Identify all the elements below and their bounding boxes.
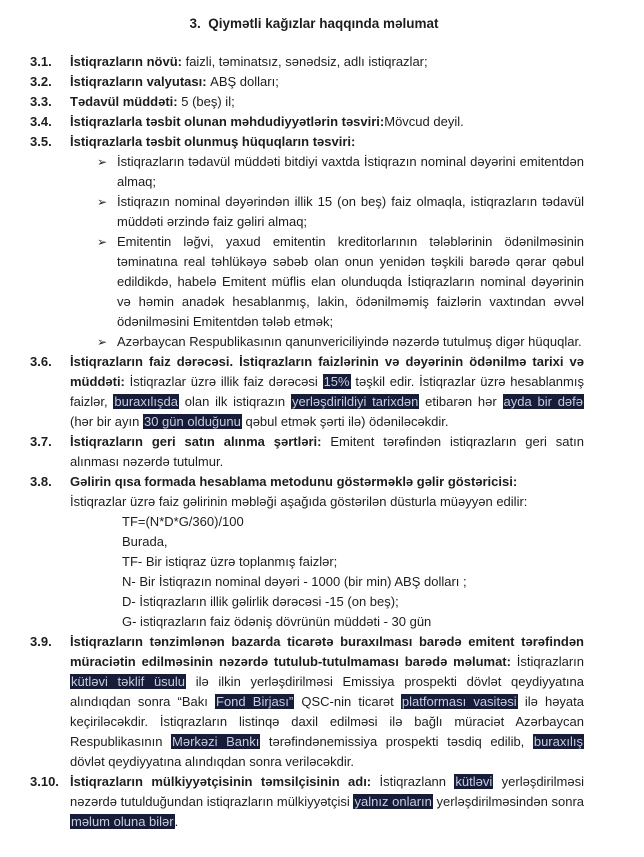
body-text: faizli, təminatsız, sənədsiz, adlı istiqrazlar;: [185, 54, 428, 69]
body-text: ilə həyata keçiriləcəkdir. İstiqrazların listinqə daxil edilməsi ilə bağlı müraciət Azərbaycan Respublikasının: [70, 694, 584, 749]
securities-info-list: [30, 52, 584, 832]
bold-lead-text: İstiqrazların tənzimlənən bazarda ticarətə buraxılması barədə emitent tərəfindən müraciətin edilməsinin nəzərdə tutulub-tutulmaması barədə məlumat:: [70, 634, 584, 669]
item-body: [70, 52, 584, 72]
paragraph: [70, 472, 584, 492]
highlighted-text: platforması vasitəsi: [401, 694, 517, 709]
formula-line: TF=(N*D*G/360)/100: [122, 514, 244, 529]
arrow-bullet-icon: ➢: [97, 335, 108, 349]
highlighted-text: kütləvi: [455, 774, 493, 789]
list-item: [30, 132, 584, 352]
bullet-text: [117, 232, 584, 332]
highlighted-text: 30 gün olduğunu: [143, 414, 241, 429]
list-item: [30, 72, 584, 92]
highlighted-text: kütləvi təklif üsulu: [71, 674, 186, 689]
body-text: İstiqrazların tədavül müddəti bitdiyi vaxtda İstiqrazın nominal dəyərini emitentdən almaq;: [117, 154, 584, 189]
body-text: 5 (beş) il;: [181, 94, 235, 109]
body-text: Emitent tərəfindən istiqrazların geri satın alınması nəzərdə tutulmur.: [70, 434, 584, 469]
item-body: [70, 432, 584, 472]
body-text: təşkil edir. İstiqrazlar üzrə hesablanmış faizlər,: [70, 374, 584, 409]
body-text: İstiqrazların: [516, 654, 584, 669]
formula-line: N- Bir İstiqrazın nominal dəyəri - 1000 (bir min) ABŞ dolları ;: [122, 574, 467, 589]
arrow-bullet-icon: ➢: [97, 195, 108, 209]
bold-lead-text: İstiqrazların faiz dərəcəsi. İstiqrazların faizlərinin və dəyərinin ödənilmə tarixi və müddəti:: [70, 354, 584, 389]
body-text: Emitentin ləğvi, yaxud emitentin kreditorlarının tələblərinin ödənilməsinin təminatına real təhlükəyə səbəb olan onun yenidən təşkili barədə qərar qəbul edildikdə, habelə Emitent müflis elan olunduqda İstiqrazların nominal dəyərinin və həmin anadək hesablanmış, lakin, ödənilməmiş faizlərin vaxtından əvvəl ödənilməsini Emitentdən tələb etmək;: [117, 234, 584, 329]
paragraph: [70, 132, 584, 152]
list-item: [30, 52, 584, 72]
item-number: 3.6.: [30, 354, 52, 369]
body-text: ABŞ dolları;: [210, 74, 279, 89]
bold-lead-text: İstiqrazların növü:: [70, 54, 186, 69]
item-body: [70, 472, 584, 632]
body-text: yerləşdirilməsi nəzərdə tutulduğundan istiqrazların mülkiyyətçisi: [70, 774, 584, 809]
highlighted-text: Fond Birjası”: [216, 694, 294, 709]
bullet-text: [117, 332, 584, 352]
paragraph: [70, 112, 584, 132]
bullet-text: [117, 192, 584, 232]
body-text: .: [174, 814, 179, 829]
list-item: [30, 352, 584, 432]
body-text: İstiqrazın nominal dəyərindən illik 15 (on beş) faiz olmaqla, istiqrazların tədavül müddəti ərzində faiz gəliri almaq;: [117, 194, 584, 229]
item-number: 3.8.: [30, 474, 52, 489]
highlighted-text: buraxılışda: [114, 394, 178, 409]
highlighted-text: 15%: [323, 374, 350, 389]
paragraph: [70, 632, 584, 772]
formula-line: TF- Bir istiqraz üzrə toplanmış faizlər;: [122, 554, 338, 569]
bold-lead-text: İstiqrazlarla təsbit olunan məhdudiyyətlərin təsviri:: [70, 114, 385, 129]
bullet-item: [70, 332, 584, 352]
body-text: olan ilk istiqrazın: [178, 394, 291, 409]
bold-lead-text: Tədavül müddəti:: [70, 94, 182, 109]
item-body: [70, 72, 584, 92]
list-item: [30, 632, 584, 772]
body-text: etibarən hər: [419, 394, 503, 409]
bold-lead-text: İstiqrazların geri satın alınma şərtləri:: [70, 434, 331, 449]
highlighted-text: buraxılış: [533, 734, 583, 749]
paragraph: [70, 52, 584, 72]
formula-line: Burada,: [122, 534, 168, 549]
body-text: qəbul etmək şərti ilə) ödəniləcəkdir.: [241, 414, 449, 429]
list-item: [30, 92, 584, 112]
body-text: QSC-nin ticarət: [294, 694, 401, 709]
body-text: (hər bir ayın: [70, 414, 143, 429]
paragraph: [70, 352, 584, 432]
body-text: İstiqrazlar üzrə illik faiz dərəcəsi: [129, 374, 323, 389]
list-item: [30, 432, 584, 472]
formula-line: D- İstiqrazların illik gəlirlik dərəcəsi -15 (on beş);: [122, 594, 399, 609]
highlighted-text: məlum oluna bilər: [71, 814, 174, 829]
item-body: [70, 92, 584, 112]
highlighted-text: yalnız onların: [354, 794, 432, 809]
body-text: tərəfindənemissiya prospekti təsdiq edilib,: [260, 734, 533, 749]
item-number: 3.10.: [30, 774, 59, 789]
highlighted-text: ayda bir dəfə: [503, 394, 583, 409]
body-text: İstiqrazlar üzrə faiz gəlirinin məbləği aşağıda göstərilən düsturla müəyyən edilir:: [70, 494, 528, 509]
list-item: [30, 472, 584, 632]
item-number: 3.9.: [30, 634, 52, 649]
body-text: yerləşdirilməsindən sonra: [432, 794, 584, 809]
bullet-item: [70, 152, 584, 192]
body-text: İstiqrazlann: [379, 774, 455, 789]
paragraph: [70, 432, 584, 472]
body-text: ilə ilkin yerləşdirilməsi Emissiya prospekti dövlət qeydiyyatına alındıqdan sonra “Bakı: [70, 674, 584, 709]
highlighted-text: yerləşdirildiyi tarixdən: [291, 394, 419, 409]
paragraph: [70, 492, 584, 512]
arrow-bullet-icon: ➢: [97, 235, 108, 249]
list-item: [30, 112, 584, 132]
paragraph: [70, 72, 584, 92]
item-body: [70, 132, 584, 352]
item-number: 3.2.: [30, 74, 52, 89]
paragraph: [70, 92, 584, 112]
item-body: [70, 632, 584, 772]
body-text: Azərbaycan Respublikasının qanunvericiliyində nəzərdə tutulmuş digər hüquqlar.: [117, 334, 582, 349]
item-number: 3.7.: [30, 434, 52, 449]
highlighted-text: Mərkəzi Bankı: [172, 734, 260, 749]
bold-lead-text: Gəlirin qısa formada hesablama metodunu göstərməklə gəlir göstəricisi:: [70, 474, 518, 489]
bullet-text: [117, 152, 584, 192]
list-item: [30, 772, 584, 832]
body-text: dövlət qeydiyyatına alındıqdan sonra veriləcəkdir.: [70, 754, 355, 769]
page-title: 3. Qiymətli kağızlar haqqında məlumat: [189, 16, 439, 31]
paragraph: [70, 772, 584, 832]
bold-lead-text: İstiqrazlarla təsbit olunmuş hüquqların təsviri:: [70, 134, 356, 149]
item-number: 3.4.: [30, 114, 52, 129]
item-number: 3.5.: [30, 134, 52, 149]
item-body: [70, 772, 584, 832]
item-body: [70, 352, 584, 432]
bullet-item: [70, 232, 584, 332]
item-number: 3.3.: [30, 94, 52, 109]
item-body: [70, 112, 584, 132]
bullet-item: [70, 192, 584, 232]
body-text: Mövcud deyil.: [384, 114, 464, 129]
item-number: 3.1.: [30, 54, 52, 69]
bold-lead-text: İstiqrazların mülkiyyətçisinin təmsilçisinin adı:: [70, 774, 380, 789]
formula-line: G- istiqrazların faiz ödəniş dövrünün müddəti - 30 gün: [122, 614, 432, 629]
bold-lead-text: İstiqrazların valyutası:: [70, 74, 211, 89]
arrow-bullet-icon: ➢: [97, 155, 108, 169]
formula-block: [122, 512, 584, 632]
